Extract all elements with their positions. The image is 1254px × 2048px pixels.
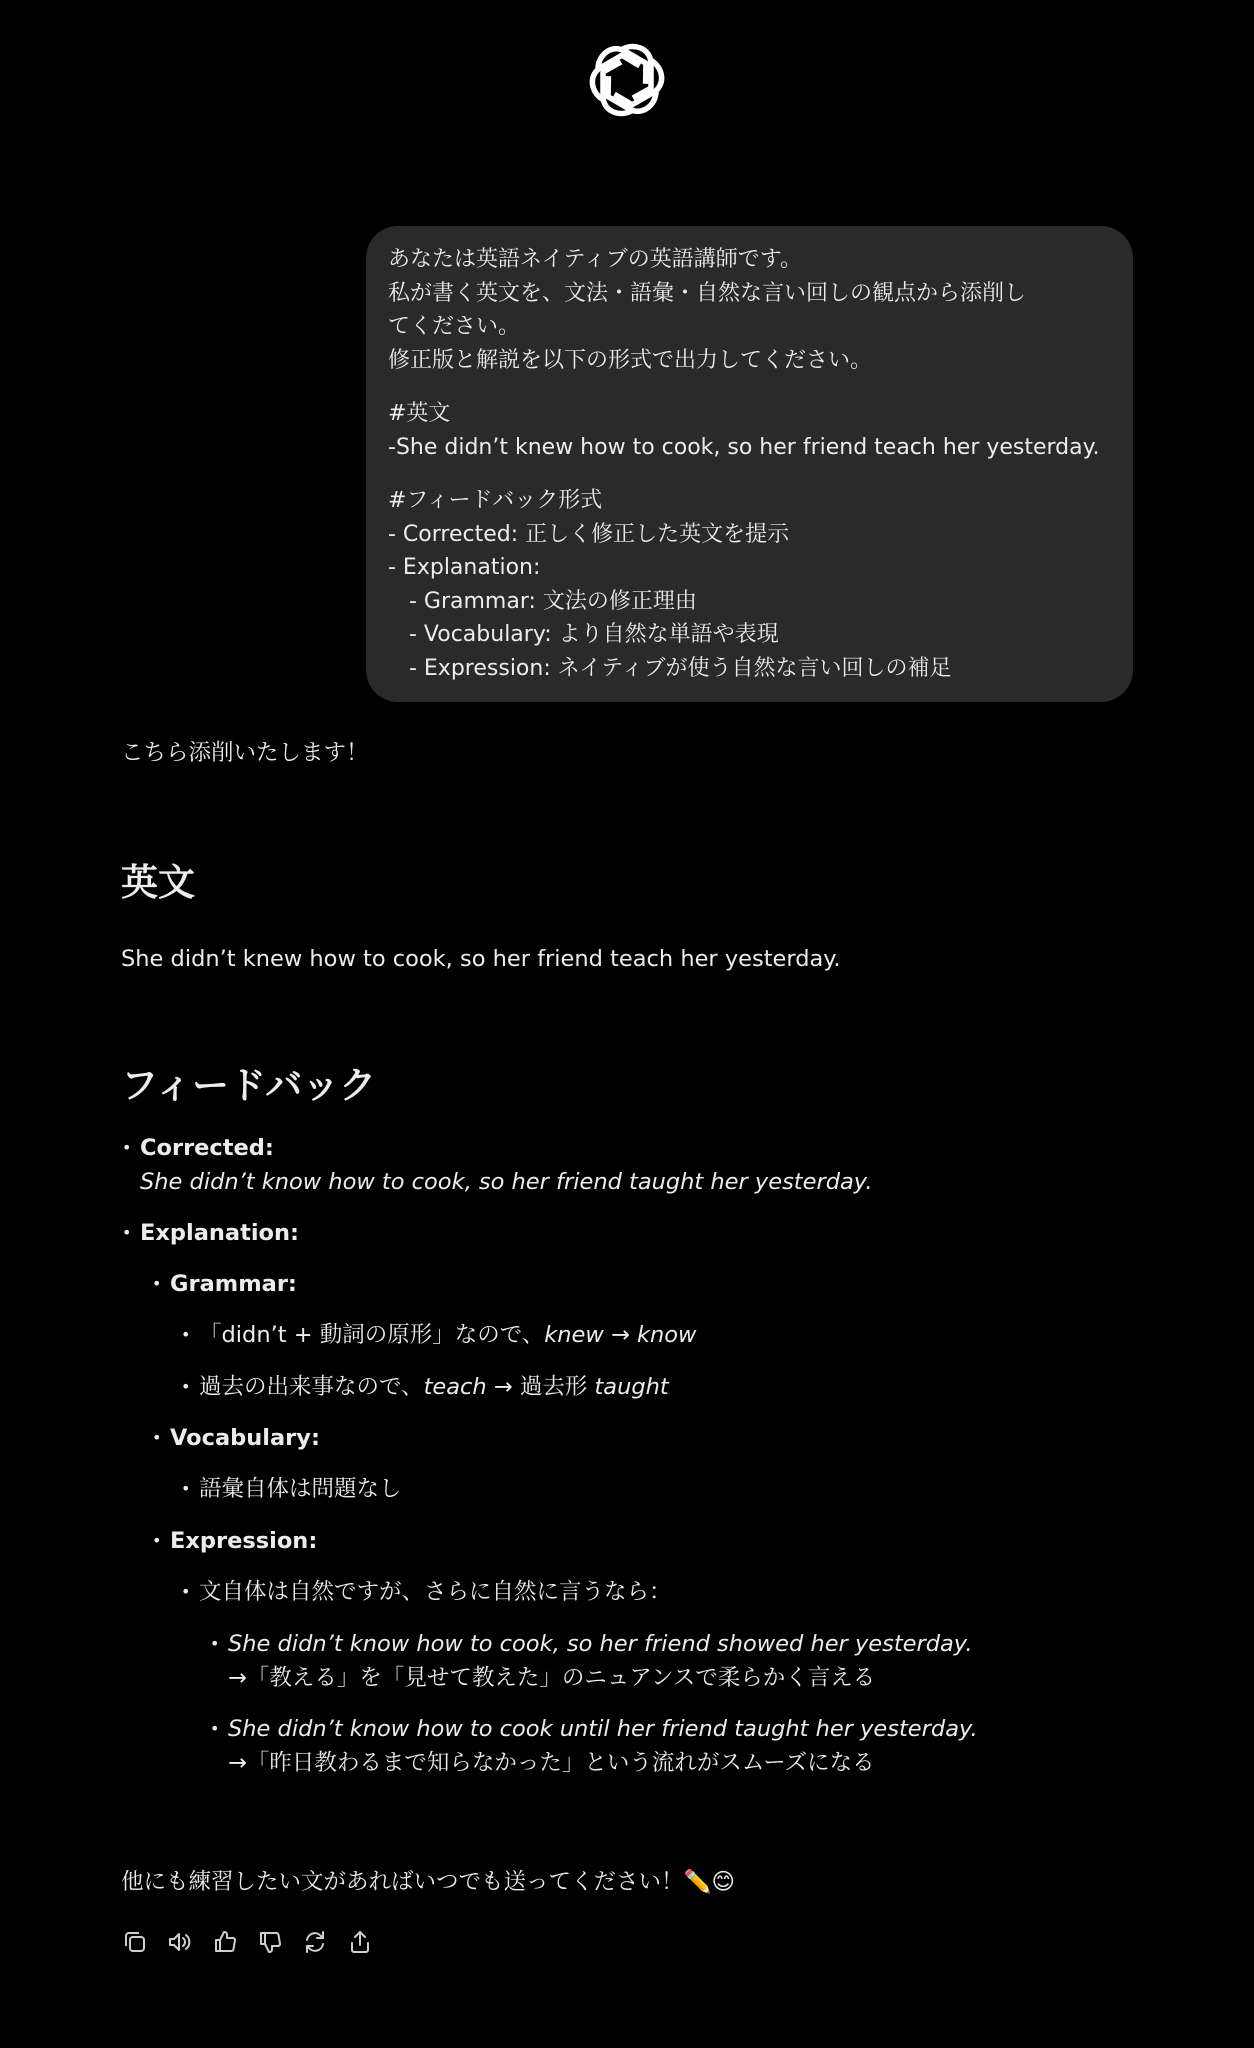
grammar-2-from: teach — [423, 1374, 487, 1400]
grammar-1-from: knew — [544, 1322, 604, 1348]
grammar-point-2 — [181, 1370, 669, 1404]
grammar-1-text: 「didn’t + 動詞の原形」なので、 — [199, 1322, 545, 1348]
bullet-icon: • — [152, 1428, 162, 1447]
user-message-line: - Corrected: 正しく修正した英文を提示 — [388, 521, 790, 547]
bullet-icon: • — [122, 1223, 132, 1242]
user-message-line: -She didn’t knew how to cook, so her friend teach her yesterday. — [388, 434, 1100, 460]
user-message-line: #英文 — [388, 401, 451, 426]
grammar-2-text: 過去の出来事なので、 — [199, 1374, 424, 1400]
vocabulary-point-1 — [181, 1472, 402, 1506]
user-message-line: - Vocabulary: より自然な単語や表現 — [388, 622, 779, 647]
bullet-icon: • — [122, 1138, 132, 1157]
expression-label: Expression: — [170, 1528, 318, 1554]
speaker-icon[interactable] — [166, 1928, 194, 1956]
grammar-2-to: taught — [594, 1374, 669, 1400]
assistant-closing: 他にも練習したい文があればいつでも送ってください！✏️😊 — [121, 1869, 735, 1895]
paragraph-gap — [388, 377, 1111, 397]
user-message-line: - Explanation: — [388, 555, 541, 580]
heading-english-text: 英文 — [121, 861, 195, 904]
alt-2-sentence: She didn’t know how to cook until her friend taught her yesterday. — [228, 1716, 978, 1742]
vocabulary-label: Vocabulary: — [170, 1425, 320, 1451]
heading-feedback: フィードバック — [121, 1064, 377, 1107]
alternative-1 — [210, 1627, 973, 1661]
user-message-line: てください。 — [388, 314, 521, 339]
regenerate-icon[interactable] — [301, 1928, 329, 1956]
bullet-icon: • — [210, 1634, 220, 1653]
corrected-label: Corrected: — [140, 1135, 274, 1161]
explanation-item — [122, 1216, 300, 1250]
arrow: → — [603, 1322, 637, 1348]
explanation-label: Explanation: — [140, 1220, 300, 1246]
alt-1-sentence: She didn’t know how to cook, so her friend showed her yesterday. — [228, 1631, 973, 1657]
grammar-1-to: know — [636, 1322, 697, 1348]
bullet-icon: • — [181, 1479, 191, 1498]
bullet-icon: • — [152, 1274, 162, 1293]
bullet-icon: • — [181, 1377, 191, 1396]
alt-2-note: →「昨日教わるまで知らなかった」という流れがスムーズになる — [228, 1750, 875, 1776]
copy-icon[interactable] — [121, 1928, 149, 1956]
user-message-line: 修正版と解説を以下の形式で出力してください。 — [388, 347, 873, 373]
assistant-intro: こちら添削いたします！ — [121, 740, 369, 766]
user-message-line: 私が書く英文を、文法・語彙・自然な言い回しの観点から添削し — [388, 280, 1027, 306]
bullet-icon: • — [181, 1582, 191, 1601]
bullet-icon: • — [152, 1531, 162, 1550]
share-icon[interactable] — [346, 1928, 374, 1956]
grammar-point-1 — [181, 1318, 697, 1352]
user-message-line: #フィードバック形式 — [388, 488, 603, 513]
expression-item — [152, 1524, 318, 1558]
original-sentence: She didn’t knew how to cook, so her friend teach her yesterday. — [121, 946, 841, 972]
grammar-item — [152, 1267, 297, 1301]
expression-1-text: 文自体は自然ですが、さらに自然に言うなら： — [199, 1579, 672, 1605]
paragraph-gap — [388, 464, 1111, 484]
vocabulary-item — [152, 1421, 320, 1455]
openai-logo-icon — [585, 38, 669, 122]
vocabulary-1-text: 語彙自体は問題なし — [199, 1476, 402, 1502]
grammar-label: Grammar: — [170, 1271, 297, 1297]
corrected-item — [122, 1131, 274, 1165]
user-message-line: あなたは英語ネイティブの英語講師です。 — [388, 247, 803, 272]
arrow: → 過去形 — [486, 1374, 595, 1400]
bullet-icon: • — [181, 1325, 191, 1344]
user-message-line: - Grammar: 文法の修正理由 — [388, 588, 697, 614]
user-message-bubble — [366, 226, 1133, 702]
expression-point-1 — [181, 1575, 672, 1609]
alt-1-note: →「教える」を「見せて教えた」のニュアンスで柔らかく言える — [228, 1665, 876, 1691]
corrected-sentence: She didn’t know how to cook, so her friend taught her yesterday. — [140, 1169, 873, 1195]
bullet-icon: • — [210, 1719, 220, 1738]
thumbs-down-icon[interactable] — [256, 1928, 284, 1956]
thumbs-up-icon[interactable] — [211, 1928, 239, 1956]
alternative-2 — [210, 1712, 978, 1746]
user-message-line: - Expression: ネイティブが使う自然な言い回しの補足 — [388, 655, 952, 681]
